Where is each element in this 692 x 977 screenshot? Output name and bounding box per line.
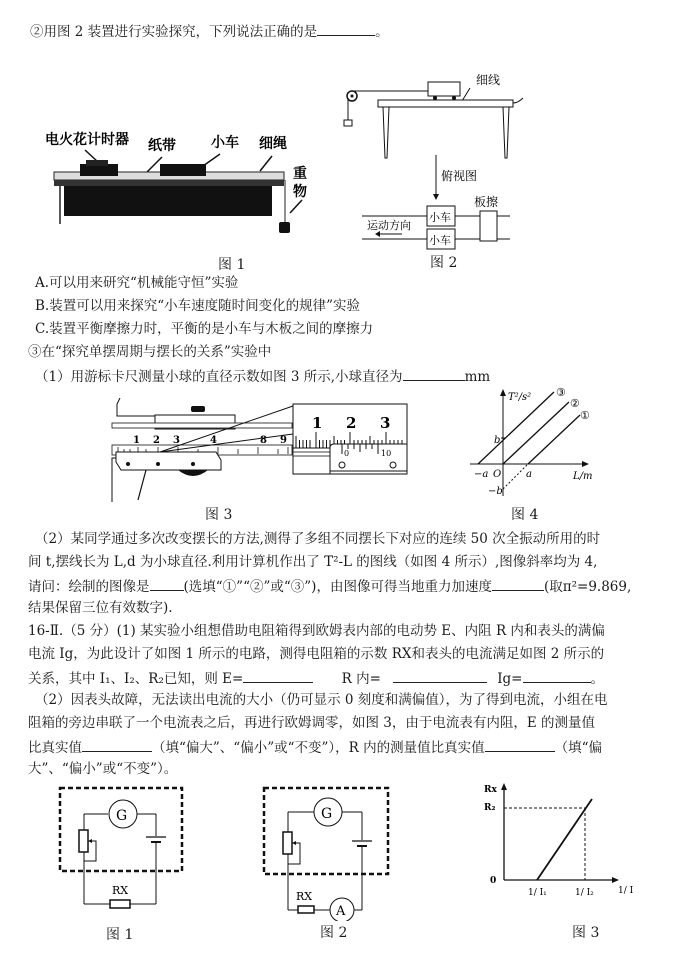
tick-b: b	[494, 435, 501, 446]
q16-line3: 关系，其中 I₁、I₂、R₂已知，则 E= R 内= Ig= 。	[28, 668, 604, 688]
svg-text:8: 8	[260, 435, 267, 446]
q2-option-b[interactable]: B.装置可以用来探究“小车速度随时间变化的规律”实验	[35, 298, 361, 314]
resistance-bias-blank[interactable]	[485, 737, 555, 752]
figure-1-timer-setup	[40, 120, 320, 273]
q16-line7: 大”、“偏小”或“不变”）。	[28, 761, 178, 777]
graph-choice-blank[interactable]	[150, 576, 184, 591]
label-cart-2: 小车	[429, 234, 451, 247]
q3-part2-line3: 请问：绘制的图像是 (选填“①”“②”或“③”)，由图像可得当地重力加速度 (取π²=9.869,	[28, 576, 631, 596]
timer-apparatus-illustration	[40, 120, 320, 260]
ohmmeter-circuit-2	[262, 786, 392, 921]
emf-answer-blank[interactable]	[243, 668, 313, 683]
figure-2-caption: 图 2	[430, 255, 458, 271]
y-axis-label-rx: Rx	[484, 785, 497, 795]
big-scale-3: 3	[380, 414, 391, 432]
tick-a: a	[526, 469, 532, 480]
rx-label-2: RX	[296, 890, 313, 903]
galvanometer-label-2: G	[321, 806, 333, 822]
label-eraser: 板擦	[474, 195, 499, 209]
svg-text:9: 9	[280, 435, 287, 446]
figure-3-caption: 图 3	[205, 507, 233, 523]
tick-neg-b: −b	[488, 486, 503, 497]
label-line-2: ②	[570, 397, 580, 410]
circuit-figure-2	[262, 786, 392, 946]
label-cart: 小车	[211, 135, 239, 151]
circuit-figure-1	[58, 786, 188, 946]
label-tape: 纸带	[148, 138, 176, 154]
internal-resistance-blank[interactable]	[393, 668, 487, 683]
q3-part2-line4: 结果保留三位有效数字).	[28, 600, 173, 616]
label-top-view: 俯视图	[441, 169, 478, 183]
q2-answer-blank[interactable]	[317, 21, 375, 36]
big-scale-2: 2	[346, 414, 357, 432]
q16-line1: 16-Ⅱ.（5 分）(1) 某实验小组想借助电阻箱得到欧姆表内部的电动势 E、内阻 R 内和表头的满偏	[28, 623, 605, 639]
line-1-extension	[503, 464, 528, 489]
diameter-answer-blank[interactable]	[403, 366, 465, 381]
full-scale-current-blank[interactable]	[523, 668, 591, 683]
q2-option-a[interactable]: A.可以用来研究“机械能守恒”实验	[35, 275, 239, 291]
y-tick-r2: R₂	[484, 803, 496, 813]
x-tick-1-over-i2: 1/ I₂	[575, 888, 594, 898]
q3-part2-line2: 间 t,摆线长为 L,d 为小球直径.利用计算机作出了 T²-L 的图线（如图 4 所示）,图像斜率均为 4,	[28, 554, 598, 570]
ohmmeter-circuit-1	[58, 786, 188, 916]
vernier-10: 10	[381, 449, 392, 458]
origin-label: 0	[490, 876, 497, 886]
y-axis-label: T²/s²	[508, 392, 532, 403]
label-cart-1: 小车	[429, 211, 451, 224]
figure-4-caption: 图 4	[511, 507, 539, 523]
graph-3-caption: 图 3	[572, 925, 600, 941]
figure-3-caliper	[108, 392, 418, 522]
galvanometer-label: G	[116, 808, 128, 824]
figure-4-t2-l-graph	[470, 386, 610, 526]
q3-part2-line1: （2）某同学通过多次改变摆长的方法,测得了多组不同摆长下对应的连续 50 次全振动所用的时	[35, 531, 601, 547]
line-2	[503, 402, 569, 464]
q16-line6: 比真实值 （填“偏大”、“偏小”或“不变”），R 内的测量值比真实值 （填“偏	[28, 737, 602, 757]
rx-chart	[478, 780, 638, 900]
line-1	[528, 415, 580, 464]
circuit-1-caption: 图 1	[106, 927, 134, 943]
t2-l-chart	[470, 386, 610, 506]
label-line-1: ①	[580, 409, 590, 422]
figure-1-caption: 图 1	[218, 257, 246, 273]
tick-neg-a: −a	[474, 469, 489, 480]
label-weight-2: 物	[293, 184, 307, 200]
x-axis-label: L/m	[573, 471, 593, 482]
q16-line4: （2）因表头故障，无法读出电流的大小（仍可显示 0 刻度和满偏值），为了得到电流，小组在电	[35, 692, 608, 708]
x-tick-1-over-i1: 1/ I₁	[528, 888, 547, 898]
q3-title: ③在“探究单摆周期与摆长的关系”实验中	[28, 344, 272, 360]
big-scale-1: 1	[312, 414, 323, 432]
svg-text:4: 4	[210, 435, 217, 446]
rx-label: RX	[112, 884, 129, 897]
vernier-caliper-illustration	[108, 392, 418, 502]
label-timer: 电火花计时器	[45, 132, 129, 148]
q3-part1: （1）用游标卡尺测量小球的直径示数如图 3 所示,小球直径为 mm	[35, 366, 490, 386]
tick-origin: O	[493, 469, 502, 480]
ammeter-label: A	[336, 904, 346, 919]
circuit-2-caption: 图 2	[320, 925, 348, 941]
table-topview-illustration	[340, 68, 540, 263]
q2-option-c[interactable]: C.装置平衡摩擦力时，平衡的是小车与木板之间的摩擦力	[35, 321, 374, 337]
svg-text:2: 2	[153, 435, 160, 446]
x-axis-label-inverse-i: 1/ I	[618, 886, 634, 896]
label-rope: 细绳	[259, 136, 287, 152]
svg-text:1: 1	[133, 435, 140, 446]
q16-line2: 电流 Ig，为此设计了如图 1 所示的电路，测得电阻箱的示数 RX和表头的电流满足如图 2 所示的	[28, 646, 605, 662]
rx-line	[537, 799, 592, 880]
label-weight-1: 重	[293, 166, 307, 182]
label-thread: 细线	[476, 73, 501, 87]
q16-line5: 阻箱的旁边串联了一个电流表之后，再进行欧姆调零，如图 3，由于电流表有内阻，E 的测量值	[28, 715, 596, 731]
label-line-3: ③	[556, 386, 566, 399]
q2-prompt: ②用图 2 装置进行实验探究，下列说法正确的是 。	[30, 21, 389, 41]
gravity-answer-blank[interactable]	[492, 576, 544, 591]
label-direction: 运动方向	[367, 219, 411, 232]
rx-vs-inverse-current-graph	[478, 780, 638, 945]
figure-2-table-setup	[340, 68, 540, 271]
vernier-0: 0	[344, 449, 350, 458]
svg-text:3: 3	[173, 435, 180, 446]
emf-bias-blank[interactable]	[82, 737, 152, 752]
